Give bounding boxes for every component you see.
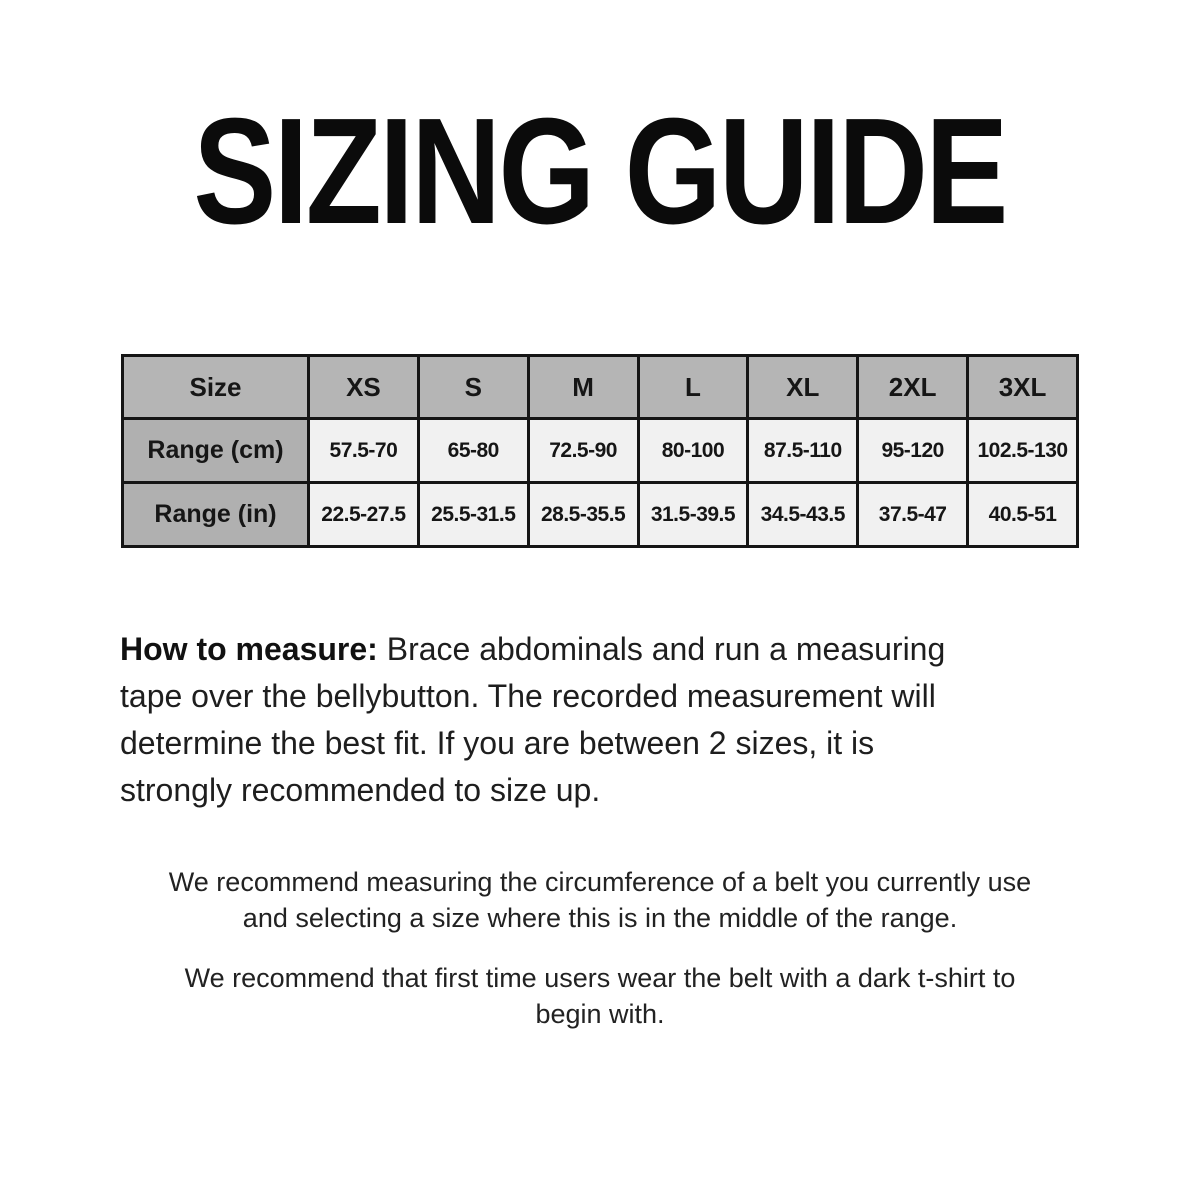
note-line: We recommend that first time users wear the belt with a dark t-shirt to xyxy=(184,963,1016,993)
cell-cm-m: 72.5-90 xyxy=(528,419,638,483)
cell-in-2xl: 37.5-47 xyxy=(858,483,968,547)
table-header-row xyxy=(123,356,1078,419)
how-to-measure-label: How to measure: xyxy=(120,631,378,667)
cell-cm-xl: 87.5-110 xyxy=(748,419,858,483)
title-wrap xyxy=(0,0,1200,256)
cell-in-l: 31.5-39.5 xyxy=(638,483,748,547)
header-cell-2xl: 2XL xyxy=(858,356,968,419)
measure-line: tape over the bellybutton. The recorded measurement will xyxy=(120,678,936,714)
note-line: begin with. xyxy=(535,999,665,1029)
table-row-range-cm xyxy=(123,419,1078,483)
header-cell-m: M xyxy=(528,356,638,419)
cell-in-3xl: 40.5-51 xyxy=(968,483,1078,547)
cell-cm-xs: 57.5-70 xyxy=(309,419,419,483)
header-cell-size: Size xyxy=(123,356,309,419)
sizing-table xyxy=(121,354,1079,548)
cell-cm-s: 65-80 xyxy=(418,419,528,483)
cell-in-s: 25.5-31.5 xyxy=(418,483,528,547)
cell-in-xs: 22.5-27.5 xyxy=(309,483,419,547)
cell-in-m: 28.5-35.5 xyxy=(528,483,638,547)
cell-cm-l: 80-100 xyxy=(638,419,748,483)
cell-cm-3xl: 102.5-130 xyxy=(968,419,1078,483)
cell-cm-2xl: 95-120 xyxy=(858,419,968,483)
note-line: We recommend measuring the circumference of a belt you currently use xyxy=(168,867,1032,897)
page-title: SIZING GUIDE xyxy=(193,87,1007,256)
header-cell-s: S xyxy=(418,356,528,419)
table-row-range-in xyxy=(123,483,1078,547)
header-cell-3xl: 3XL xyxy=(968,356,1078,419)
header-cell-l: L xyxy=(638,356,748,419)
header-cell-xl: XL xyxy=(748,356,858,419)
row-label-in: Range (in) xyxy=(123,483,309,547)
table-wrap xyxy=(0,354,1200,548)
measure-line: determine the best fit. If you are between 2 sizes, it is xyxy=(120,725,875,761)
measure-line xyxy=(120,626,1130,673)
measure-line-text: Brace abdominals and run a measuring xyxy=(386,631,946,667)
how-to-measure-paragraph xyxy=(120,626,1130,814)
cell-in-xl: 34.5-43.5 xyxy=(748,483,858,547)
row-label-cm: Range (cm) xyxy=(123,419,309,483)
header-cell-xs: XS xyxy=(309,356,419,419)
note-dark-tshirt xyxy=(0,960,1200,1032)
measure-line: strongly recommended to size up. xyxy=(120,772,601,808)
note-belt-circumference xyxy=(0,864,1200,936)
note-line: and selecting a size where this is in the middle of the range. xyxy=(242,903,958,933)
